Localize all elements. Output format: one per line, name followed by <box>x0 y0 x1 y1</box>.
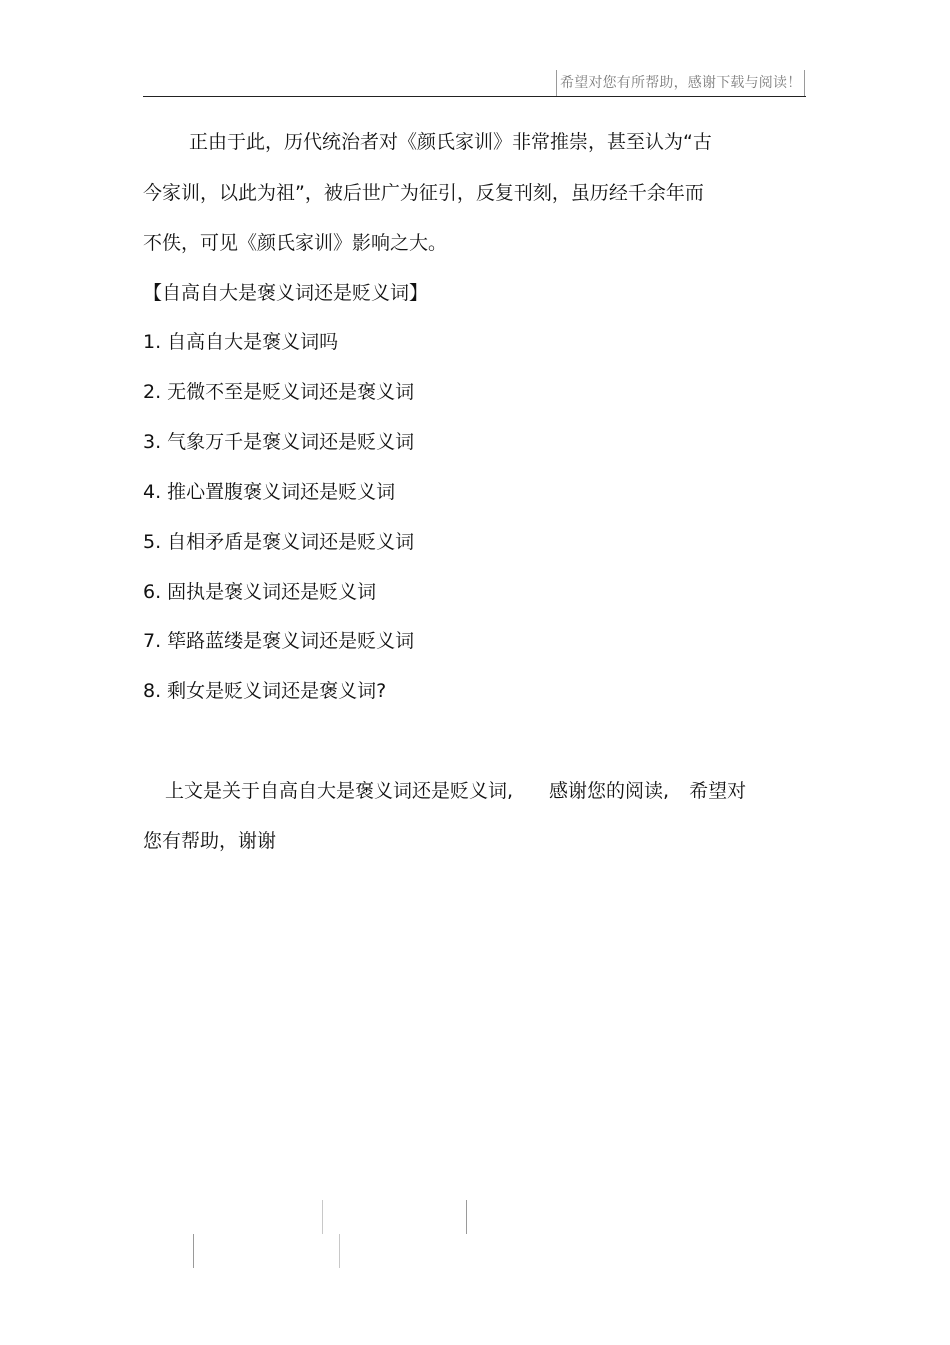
list-item <box>143 679 386 703</box>
list-item <box>143 430 414 454</box>
list-item-text: 推心置腹褒义词还是贬义词 <box>167 481 396 503</box>
list-item-text: 自高自大是褒义词吗 <box>167 331 339 353</box>
divider <box>193 1234 194 1268</box>
closing-line-1 <box>165 779 746 803</box>
list-item-number: 6. <box>143 581 162 603</box>
list-item-text: 无微不至是贬义词还是褒义词 <box>167 381 415 403</box>
section-heading: 【自高自大是褒义词还是贬义词】 <box>143 282 429 304</box>
list-item-number: 2. <box>143 381 162 403</box>
list-item <box>143 380 414 404</box>
closing-line-2: 您有帮助，谢谢 <box>143 830 277 852</box>
intro-line-3: 不佚，可见《颜氏家训》影响之大。 <box>143 232 448 254</box>
list-item <box>143 580 376 604</box>
list-item-text: 固执是褒义词还是贬义词 <box>167 581 377 603</box>
closing-part-1: 上文是关于自高自大是褒义词还是贬义词, <box>165 780 514 802</box>
list-item-number: 3. <box>143 431 162 453</box>
divider <box>322 1200 323 1234</box>
closing-part-3: 希望对 <box>689 780 747 802</box>
intro-line-1: 正由于此，历代统治者对《颜氏家训》非常推崇，甚至认为“古 <box>189 131 712 153</box>
list-item-number: 1. <box>143 331 162 353</box>
list-item <box>143 330 338 354</box>
divider <box>466 1200 467 1234</box>
divider <box>339 1234 340 1268</box>
list-item-number: 4. <box>143 481 162 503</box>
list-item <box>143 480 395 504</box>
header-rule <box>143 96 806 97</box>
header-note: 希望对您有所帮助，感谢下载与阅读！ <box>560 75 802 91</box>
list-item-text: 自相矛盾是褒义词还是贬义词 <box>167 531 415 553</box>
list-item-text: 气象万千是褒义词还是贬义词 <box>167 431 415 453</box>
list-item-number: 7. <box>143 630 162 652</box>
intro-line-2: 今家训，以此为祖”，被后世广为征引，反复刊刻，虽历经千余年而 <box>143 182 704 204</box>
list-item-number: 8. <box>143 680 162 702</box>
list-item <box>143 629 414 653</box>
list-item <box>143 530 414 554</box>
list-item-number: 5. <box>143 531 162 553</box>
list-item-text: 筚路蓝缕是褒义词还是贬义词 <box>167 630 415 652</box>
closing-part-2: 感谢您的阅读, <box>549 780 670 802</box>
list-item-text: 剩女是贬义词还是褒义词? <box>167 680 387 702</box>
